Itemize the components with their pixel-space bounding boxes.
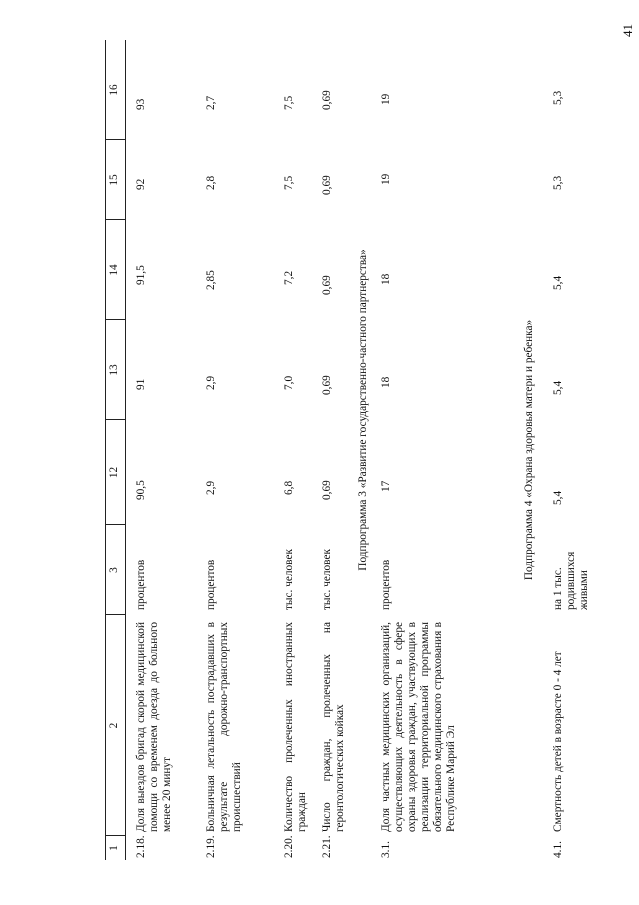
row-name: Количество пролеченных иностранных граждан xyxy=(283,622,308,832)
row-value: 0,69 xyxy=(321,480,333,500)
row-value: 18 xyxy=(380,376,392,388)
row-value: 7,0 xyxy=(283,375,295,390)
row-value: 17 xyxy=(380,480,392,492)
page-number: 41 xyxy=(620,24,635,37)
row-unit: тыс. человек xyxy=(321,549,333,610)
row-value: 19 xyxy=(380,93,392,105)
row-name: Доля частных медицинских организаций, осуществляющих деятельность в сфере охраны здоровья граждан, участвующих в реализации территориальной программы обязательного медицинского страхования в Республике Марий Эл xyxy=(380,622,457,832)
row-id: 2.18. xyxy=(135,835,147,858)
row-value: 5,3 xyxy=(552,175,564,190)
row-value: 2,7 xyxy=(205,95,217,110)
row-value: 90,5 xyxy=(135,480,147,500)
header-col-12: 12 xyxy=(108,466,120,479)
row-id: 3.1. xyxy=(380,841,392,858)
row-id: 4.1. xyxy=(552,841,564,858)
row-id: 2.21. xyxy=(321,835,333,858)
row-value: 7,2 xyxy=(283,270,295,285)
row-value: 19 xyxy=(380,173,392,185)
row-value: 2,9 xyxy=(205,375,217,390)
header-col-2: 2 xyxy=(108,722,120,729)
row-value: 0,69 xyxy=(321,275,333,295)
header-col-13: 13 xyxy=(108,364,120,376)
row-name: Смертность детей в возрасте 0 - 4 лет xyxy=(552,651,564,832)
row-value: 2,9 xyxy=(205,480,217,495)
row-value: 0,69 xyxy=(321,90,333,110)
row-id: 2.19. xyxy=(205,835,217,858)
row-value: 5,4 xyxy=(552,490,564,505)
row-unit: на 1 тыс. родившихся живыми xyxy=(552,551,590,610)
row-id: 2.20. xyxy=(283,835,295,858)
row-value: 5,4 xyxy=(552,275,564,290)
row-value: 18 xyxy=(380,273,392,285)
header-col-14: 14 xyxy=(108,264,120,276)
row-unit: процентов xyxy=(205,559,217,610)
row-value: 2,85 xyxy=(205,270,217,290)
row-value: 7,5 xyxy=(283,175,295,190)
row-value: 6,8 xyxy=(283,480,295,495)
header-col-1: 1 xyxy=(108,845,120,851)
row-value: 0,69 xyxy=(321,175,333,195)
row-unit: процентов xyxy=(380,559,392,610)
row-value: 7,5 xyxy=(283,95,295,110)
row-value: 93 xyxy=(135,98,147,110)
row-unit: тыс. человек xyxy=(283,549,295,610)
row-unit: процентов xyxy=(135,559,147,610)
header-col-16: 16 xyxy=(108,84,120,96)
row-name: Число граждан, пролеченных на геронтологических койках xyxy=(321,622,346,832)
row-name: Больничная летальность пострадавших в результате дорожно-транспортных происшествий xyxy=(205,622,243,832)
header-col-3: 3 xyxy=(108,567,120,573)
section-heading-3: Подпрограмма 3 «Развитие государственно-частного партнерства» xyxy=(357,249,369,571)
header-col-15: 15 xyxy=(108,174,120,186)
row-value: 91,5 xyxy=(135,265,147,285)
row-value: 2,8 xyxy=(205,175,217,190)
section-heading-4: Подпрограмма 4 «Охрана здоровья матери и ребенка» xyxy=(523,319,535,581)
row-value: 5,4 xyxy=(552,380,564,395)
header-bottom-border xyxy=(125,40,126,860)
row-value: 5,3 xyxy=(552,90,564,105)
row-value: 0,69 xyxy=(321,375,333,395)
row-value: 92 xyxy=(135,178,147,190)
row-name: Доля выездов бригад скорой медицинской помощи со временем доезда до больного менее 20 минут xyxy=(135,622,173,832)
row-value: 91 xyxy=(135,378,147,390)
rotated-table xyxy=(105,40,625,860)
table-top-border xyxy=(105,40,106,860)
